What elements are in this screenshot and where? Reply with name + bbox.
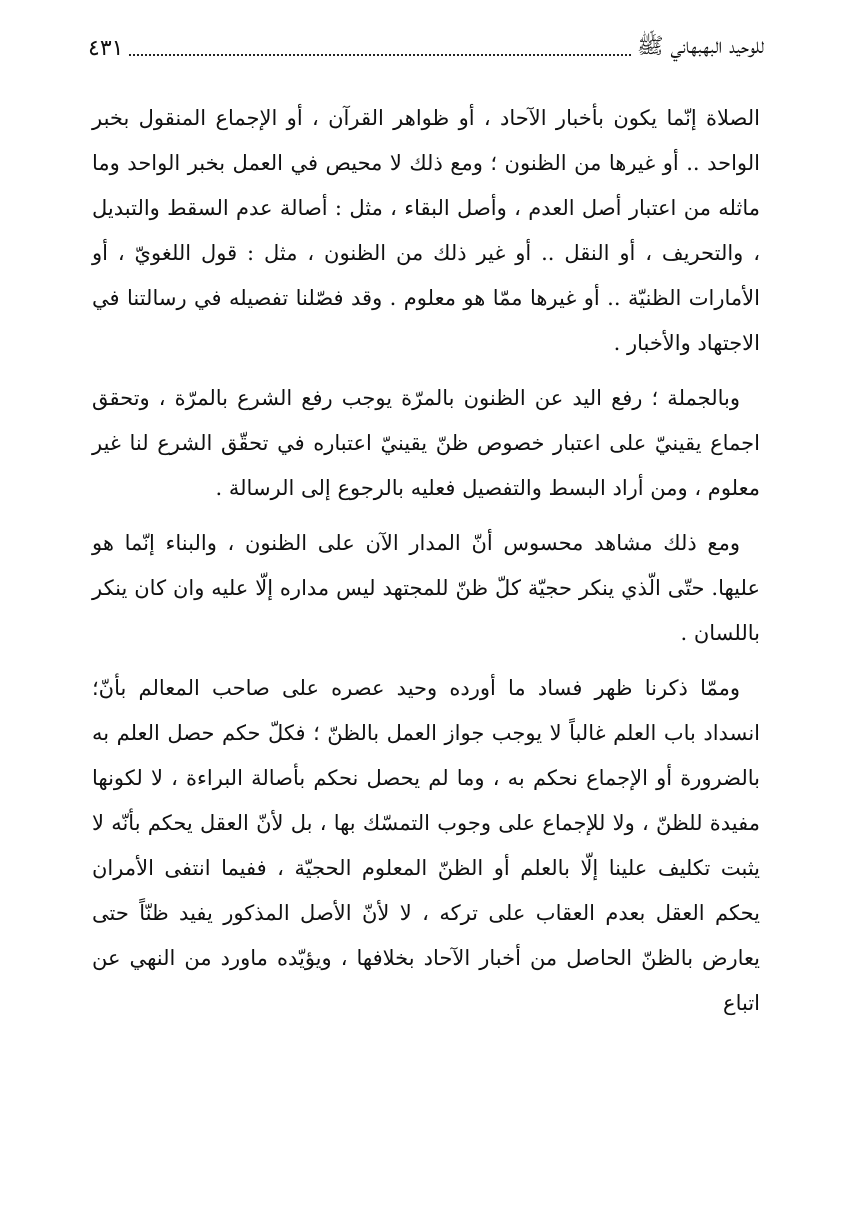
- body-text: [92, 96, 760, 1036]
- paragraph-4: وممّا ذكرنا ظهر فساد ما أورده وحيد عصره على صاحب المعالم بأنّ؛ انسداد باب العلم غالباً لا يوجب جواز العمل بالظنّ ؛ فكلّ حكم حصل العلم به بالضرورة أو الإجماع نحكم به ، وما لم يحصل نحكم بأصالة البراءة ، لا لكونها مفيدة للظنّ ، ولا للإجماع على وجوب التمسّك بها ، بل لأنّ العقل يحكم بأنّه لا يثبت تكليف علينا إلّا بالعلم أو الظنّ المعلوم الحجيّة ، ففيما انتفى الأمران يحكم العقل بعدم العقاب على تركه ، لا لأنّ الأصل المذكور يفيد ظنّاً حتى يعارض بالظنّ الحاصل من أخبار الآحاد بخلافها ، ويؤيّده ماورد من النهي عن اتباع: [92, 676, 760, 1015]
- paragraph-1: الصلاة إنّما يكون بأخبار الآحاد ، أو ظواهر القرآن ، أو الإجماع المنقول بخبر الواحد .. أو غيرها من الظنون ؛ ومع ذلك لا محيص في العمل بخبر الواحد وما ماثله من اعتبار أصل العدم ، وأصل البقاء ، مثل : أصالة عدم السقط والتبديل ، والتحريف ، أو النقل .. أو غير ذلك من الظنون ، مثل : قول اللغويّ ، أو الأمارات الظنيّة .. أو غيرها ممّا هو معلوم . وقد فصّلنا تفصيله في رسالتنا في الاجتهاد والأخبار .: [92, 106, 760, 355]
- paragraph-2: وبالجملة ؛ رفع اليد عن الظنون بالمرّة يوجب رفع الشرع بالمرّة ، وتحقق اجماع يقينيّ على اعتبار خصوص ظنّ يقينيّ اعتباره في تحقّق الشرع لنا غير معلوم ، ومن أراد البسط والتفصيل فعليه بالرجوع إلى الرسالة .: [92, 386, 760, 500]
- page-number: ٤٣١: [88, 35, 124, 61]
- running-header: [88, 30, 764, 66]
- header-title: للوحيد البهبهاني ﷺ: [636, 34, 764, 59]
- header-dot-leader: [129, 40, 630, 56]
- paragraph-3: ومع ذلك مشاهد محسوس أنّ المدار الآن على الظنون ، والبناء إنّما هو عليها. حتّى الّذي ينكر حجيّة كلّ ظنّ للمجتهد ليس مداره إلّا عليه وان كان ينكر باللسان .: [92, 531, 760, 645]
